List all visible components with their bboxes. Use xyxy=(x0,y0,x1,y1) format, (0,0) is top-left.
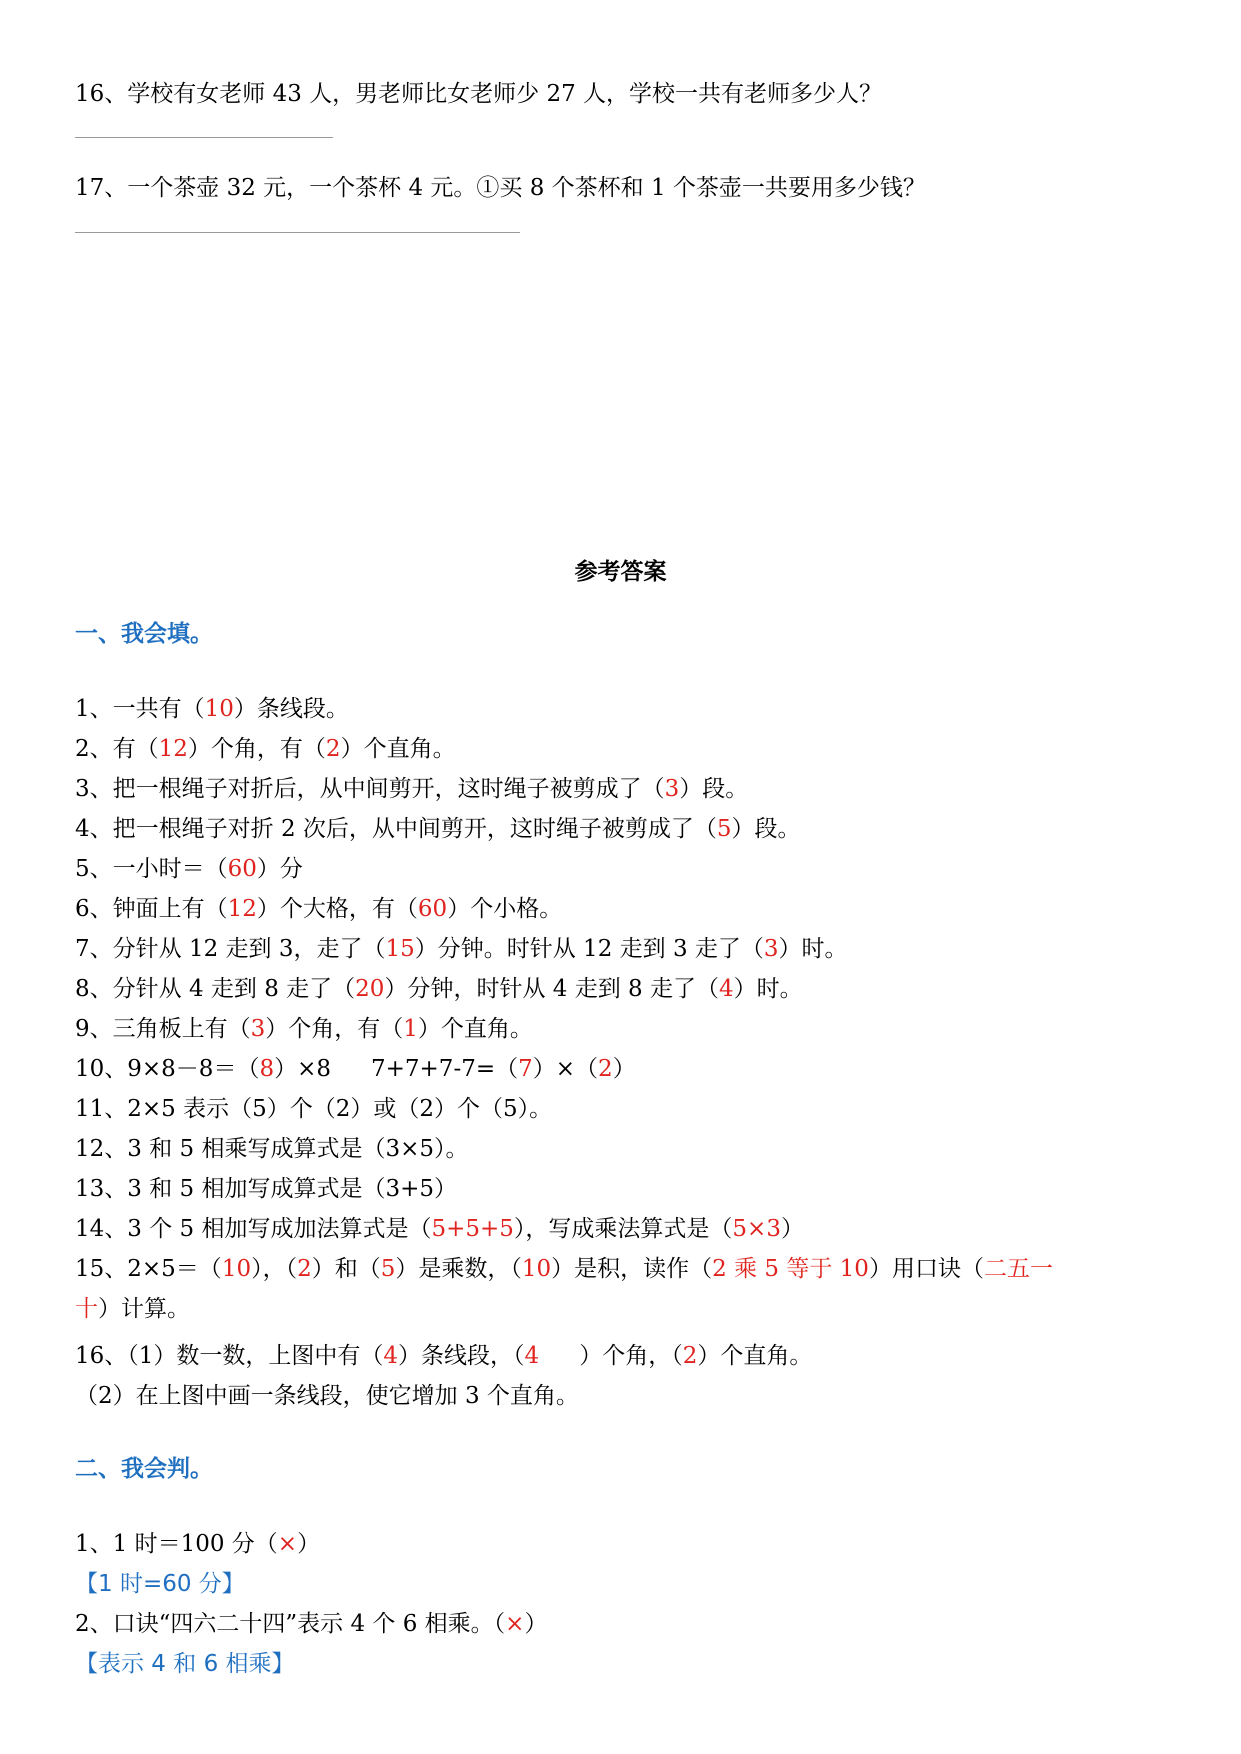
answer-line-17 xyxy=(75,232,520,233)
fill-item-12: 12、3 和 5 相乘写成算式是（3×5）。 xyxy=(75,1136,469,1162)
fill-item-7: 7、分针从 12 走到 3，走了（15）分钟。时针从 12 走到 3 走了（3）时。 xyxy=(75,936,848,962)
fill-item-17: （2）在上图中画一条线段，使它增加 3 个直角。 xyxy=(75,1383,579,1409)
fill-item-9: 9、三角板上有（3）个角，有（1）个直角。 xyxy=(75,1016,533,1042)
fill-item-15-cont: 十）计算。 xyxy=(75,1296,190,1322)
section-fill-heading: 一、我会填。 xyxy=(75,621,213,647)
fill-item-6: 6、钟面上有（12）个大格，有（60）个小格。 xyxy=(75,896,563,922)
answer-title: 参考答案 xyxy=(574,558,667,585)
judge-note-1: 【1 时=60 分】 xyxy=(75,1571,245,1597)
fill-item-4: 4、把一根绳子对折 2 次后，从中间剪开，这时绳子被剪成了（5）段。 xyxy=(75,816,801,842)
fill-item-11: 11、2×5 表示（5）个（2）或（2）个（5）。 xyxy=(75,1096,553,1122)
fill-item-13: 13、3 和 5 相加写成算式是（3+5） xyxy=(75,1176,458,1202)
question-17: 17、一个茶壶 32 元，一个茶杯 4 元。①买 8 个茶杯和 1 个茶壶一共要用多少钱？ xyxy=(75,175,926,201)
fill-item-16: 16、（1）数一数，上图中有（4）条线段，（4 ）个角，（2）个直角。 xyxy=(75,1343,813,1369)
fill-item-2: 2、有（12）个角，有（2）个直角。 xyxy=(75,736,456,762)
fill-item-3: 3、把一根绳子对折后，从中间剪开，这时绳子被剪成了（3）段。 xyxy=(75,776,749,802)
fill-item-1: 1、一共有（10）条线段。 xyxy=(75,696,349,722)
fill-item-10: 10、9×8－8＝（8）×8 7+7+7-7=（7）×（2） xyxy=(75,1056,636,1082)
judge-item-2: 2、口诀“四六二十四”表示 4 个 6 相乘。（×） xyxy=(75,1611,548,1637)
judge-item-1: 1、1 时＝100 分（×） xyxy=(75,1531,321,1557)
fill-item-15: 15、2×5＝（10），（2）和（5）是乘数，（10）是积，读作（2 乘 5 等于 10）用口诀（二五一 xyxy=(75,1256,1053,1282)
fill-item-8: 8、分针从 4 走到 8 走了（20）分钟，时针从 4 走到 8 走了（4）时。 xyxy=(75,976,803,1002)
section-judge-heading: 二、我会判。 xyxy=(75,1456,213,1482)
fill-item-14: 14、3 个 5 相加写成加法算式是（5+5+5），写成乘法算式是（5×3） xyxy=(75,1216,804,1242)
fill-item-5: 5、一小时＝（60）分 xyxy=(75,856,303,882)
answer-line-16 xyxy=(75,137,333,138)
question-16: 16、学校有女老师 43 人，男老师比女老师少 27 人，学校一共有老师多少人？ xyxy=(75,81,883,107)
judge-note-2: 【表示 4 和 6 相乘】 xyxy=(75,1651,295,1677)
